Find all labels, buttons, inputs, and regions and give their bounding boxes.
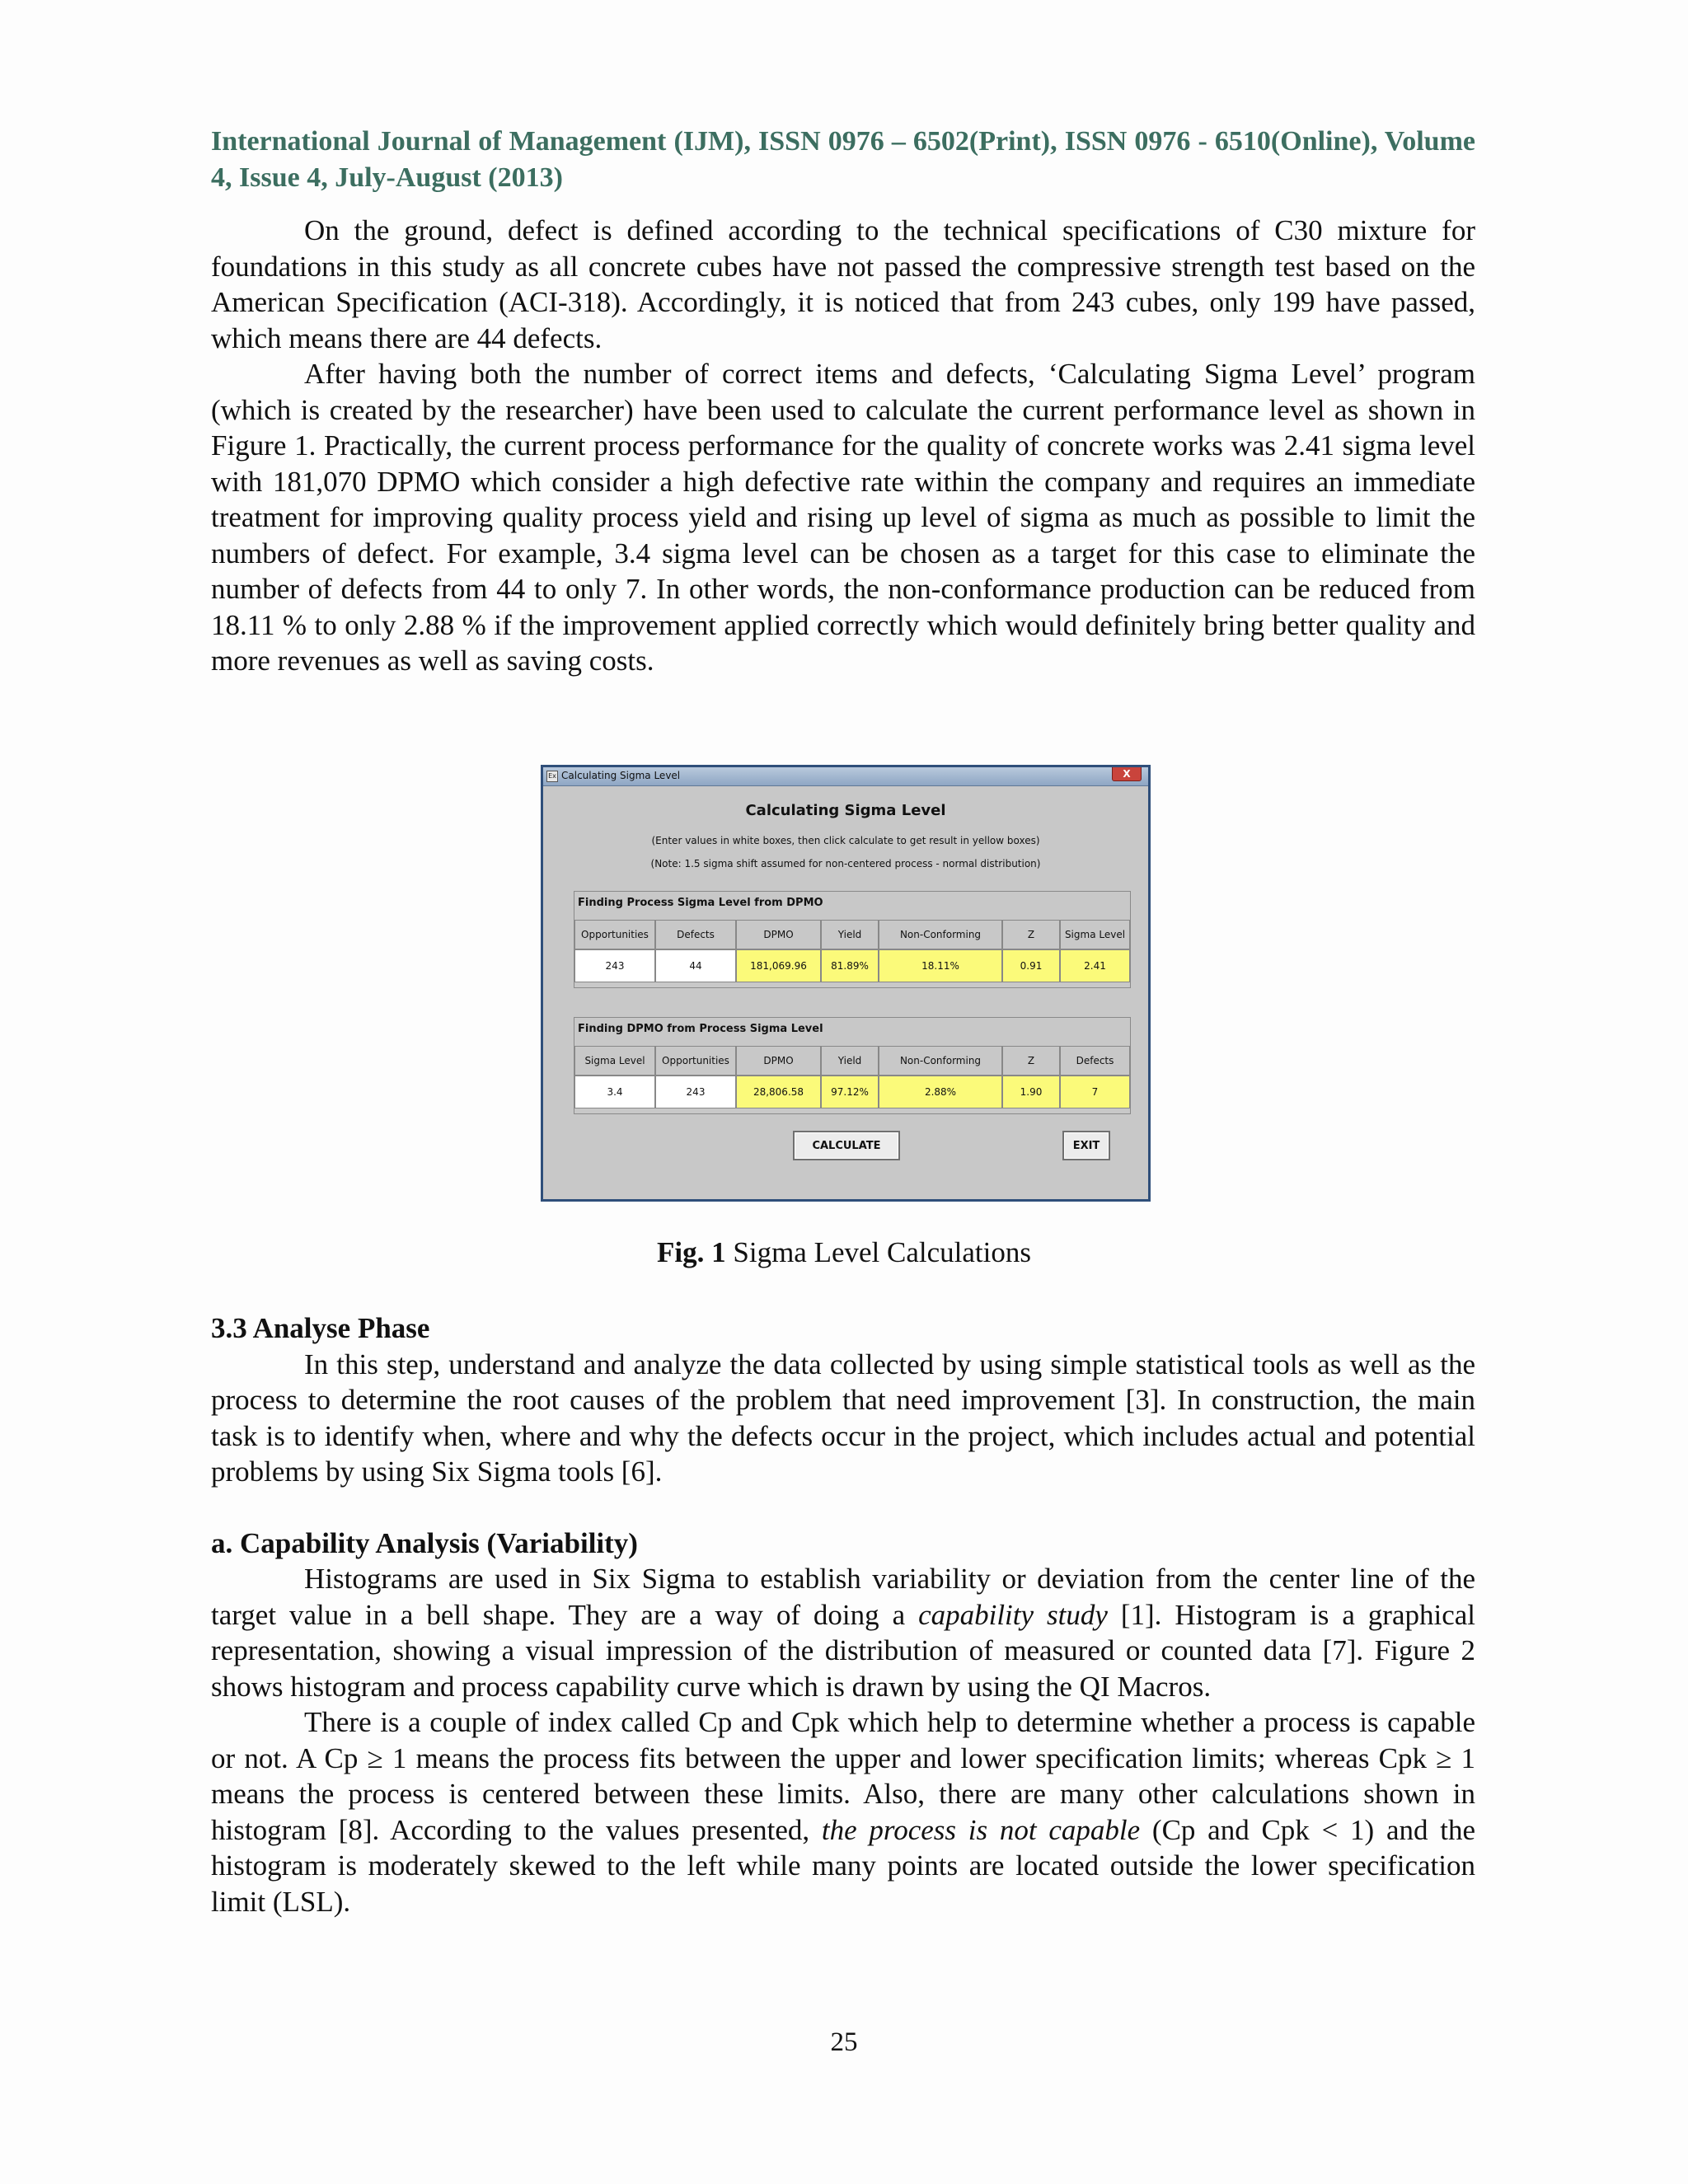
sigma-level-input[interactable]: 3.4: [574, 1076, 655, 1108]
dialog-heading: Calculating Sigma Level: [745, 802, 946, 819]
paragraph-defect-definition: On the ground, defect is defined according to the technical specifications of C30 mixture for foundations in this study as all concrete cubes have not passed the compressive strength test based on the American Specification (ACI-318). Accordingly, it is noticed that from 243 cubes, only 199 have passed, which means there are 44 defects.: [211, 214, 1475, 354]
panel-title: Finding DPMO from Process Sigma Level: [578, 1023, 823, 1035]
non-conforming-result: 2.88%: [879, 1076, 1002, 1108]
paragraph-cp-cpk: [211, 1704, 1475, 1919]
paragraph-sigma-program: After having both the number of correct items and defects, ‘Calculating Sigma Level’ program (which is created by the researcher) have been used to calculate the current performance level as shown in Figure 1. Practically, the current process performance for the quality of concrete works was 2.41 sigma level with 181,070 DPMO which consider a high defective rate within the company and requires an immediate treatment for improving quality process yield and rising up level of sigma as much as possible to limit the numbers of defect. For example, 3.4 sigma level can be chosen as a target for this case to eliminate the number of defects from 44 to only 7. In other words, the non-conformance production can be reduced from 18.11 % to only 2.88 % if the improvement applied correctly which would definitely bring better quality and more revenues as well as saving costs.: [211, 358, 1475, 677]
emphasis: capability study: [918, 1598, 1108, 1631]
panel-dpmo-from-sigma: [574, 1017, 1131, 1114]
page-body: [211, 124, 1475, 679]
column-header: Sigma Level: [574, 1046, 655, 1076]
opportunities-input[interactable]: 243: [574, 949, 655, 982]
column-header: Defects: [655, 920, 736, 949]
yield-result: 81.89%: [821, 949, 879, 982]
column-header: Z: [1002, 1046, 1060, 1076]
column-header: Z: [1002, 920, 1060, 949]
column-header: Sigma Level: [1060, 920, 1130, 949]
app-icon: Ex: [546, 771, 558, 782]
panel-title: Finding Process Sigma Level from DPMO: [578, 897, 823, 909]
column-header: DPMO: [736, 1046, 821, 1076]
caption-label: Fig. 1: [657, 1236, 726, 1268]
column-header: Non-Conforming: [879, 1046, 1002, 1076]
sigma-level-result: 2.41: [1060, 949, 1130, 982]
yield-result: 97.12%: [821, 1076, 879, 1108]
dpmo-result: 28,806.58: [736, 1076, 821, 1108]
instruction-note: (Enter values in white boxes, then click calculate to get result in yellow boxes): [651, 835, 1040, 846]
opportunities-input[interactable]: 243: [655, 1076, 736, 1108]
calculate-button[interactable]: CALCULATE: [793, 1131, 900, 1160]
text-run: (Cp and Cpk < 1) and the histogram is moderately skewed to the left while many points are located outside the lower specification limit (LSL).: [211, 1813, 1475, 1918]
z-result: 0.91: [1002, 949, 1060, 982]
figure-sigma-calculator: [541, 765, 1151, 1202]
column-header: Yield: [821, 1046, 879, 1076]
column-header: Yield: [821, 920, 879, 949]
text-run: Histograms are used in Six Sigma to establish variability or deviation from the center line of the target value in a bell shape. They are a way of doing a: [211, 1563, 1475, 1631]
defects-input[interactable]: 44: [655, 949, 736, 982]
page-number: 25: [830, 2027, 858, 2057]
column-header: Opportunities: [574, 920, 655, 949]
title-bar[interactable]: [543, 767, 1148, 786]
figure-caption: [0, 1235, 1688, 1271]
sigma-shift-note: (Note: 1.5 sigma shift assumed for non-centered process - normal distribution): [650, 858, 1041, 869]
non-conforming-result: 18.11%: [879, 949, 1002, 982]
section-heading-analyse: 3.3 Analyse Phase: [211, 1312, 430, 1344]
panel-sigma-from-dpmo: [574, 891, 1131, 988]
journal-header: International Journal of Management (IJM), ISSN 0976 – 6502(Print), ISSN 0976 - 6510(Online), Volume 4, Issue 4, July-August (2013): [211, 126, 1475, 193]
column-header: Opportunities: [655, 1046, 736, 1076]
exit-button[interactable]: EXIT: [1062, 1131, 1110, 1160]
paragraph-histograms: [211, 1561, 1475, 1704]
close-button[interactable]: X: [1112, 767, 1142, 781]
z-result: 1.90: [1002, 1076, 1060, 1108]
column-header: Non-Conforming: [879, 920, 1002, 949]
dpmo-result: 181,069.96: [736, 949, 821, 982]
emphasis: the process is not capable: [821, 1813, 1141, 1846]
section-heading-capability: a. Capability Analysis (Variability): [211, 1526, 638, 1559]
text-run: There is a couple of index called Cp and Cpk which help to determine whether a process is capable or not. A Cp ≥ 1 means the process fits between the upper and lower specification limits; whereas Cpk ≥ 1 means the process is centered between these limits. Also, there are many other calculations shown in histogram [8]. According to the values presented,: [211, 1706, 1475, 1846]
column-header: DPMO: [736, 920, 821, 949]
window-title: Calculating Sigma Level: [561, 770, 681, 781]
defects-result: 7: [1060, 1076, 1130, 1108]
page-body-lower: [211, 1310, 1475, 1919]
caption-text: Sigma Level Calculations: [733, 1236, 1031, 1268]
dialog-window: [541, 765, 1151, 1202]
paragraph-analyse: In this step, understand and analyze the data collected by using simple statistical tools as well as the process to determine the root causes of the problem that need improvement [3]. In construction, the main task is to identify when, where and why the defects occur in the project, which includes actual and potential problems by using Six Sigma tools [6].: [211, 1347, 1475, 1488]
column-header: Defects: [1060, 1046, 1130, 1076]
text-run: [1]. Histogram is a graphical representation, showing a visual impression of the distribution of measured or counted data [7]. Figure 2 shows histogram and process capability curve which is drawn by using the QI Macros.: [211, 1598, 1476, 1703]
